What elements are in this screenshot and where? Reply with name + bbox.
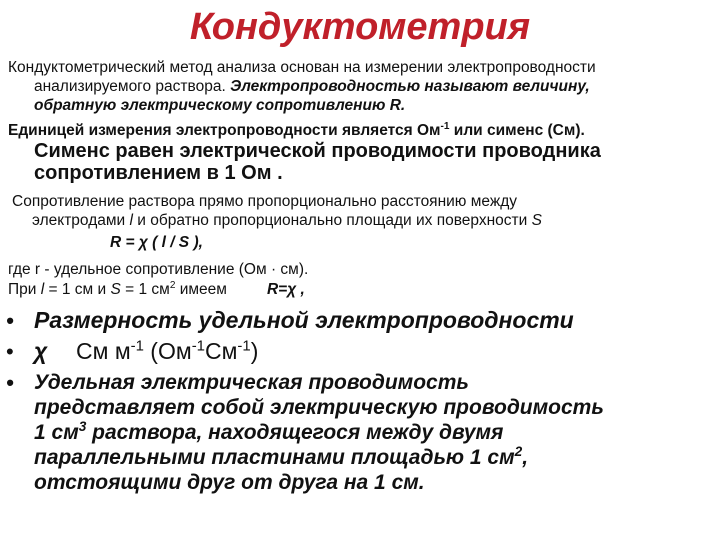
- spec-line-3a: 1 см: [34, 421, 79, 444]
- symbol-s: S: [531, 212, 542, 229]
- spec-line-5: отстоящими друг от друга на 1 см.: [34, 471, 425, 494]
- resistance-formula: R = χ ( l / S ),: [110, 234, 203, 251]
- intro-line-2-plain: анализируемого раствора.: [34, 78, 231, 95]
- condition-line: [8, 280, 716, 300]
- bullet-dimension-text: Размерность удельной электропроводности: [34, 307, 574, 333]
- siemens-definition: [34, 140, 716, 184]
- unit-exponent: -1: [440, 120, 450, 132]
- spec-exp-3: 3: [78, 419, 87, 434]
- where-block: [8, 260, 716, 300]
- intro-line-2: [8, 77, 716, 96]
- unit-suffix: или сименс (См).: [449, 122, 585, 139]
- units-d: ): [250, 338, 259, 364]
- units-exp-3: -1: [237, 337, 251, 355]
- condition-exponent: 2: [169, 279, 176, 291]
- intro-paragraph: [8, 58, 716, 115]
- spec-line-3b: раствора, находящегося между двумя: [86, 421, 504, 444]
- where-line: где r - удельное сопротивление (Ом · см).: [8, 261, 309, 278]
- condition-d: имеем: [175, 281, 227, 298]
- condition-b: = 1 см и: [44, 281, 111, 298]
- condition-c: = 1 см: [120, 281, 170, 298]
- spec-line-4a: параллельными пластинами площадью 1 см: [34, 446, 515, 469]
- resistance-paragraph: [12, 192, 716, 230]
- spec-line-4b: ,: [522, 446, 529, 469]
- slide-title: Кондуктометрия: [189, 6, 531, 48]
- spec-line-3: [34, 420, 712, 445]
- spec-exp-2: 2: [514, 444, 523, 459]
- condition-a: При: [8, 281, 41, 298]
- spec-line-2: представляет собой электрическую проводимость: [34, 396, 604, 419]
- units-exp-2: -1: [191, 337, 205, 355]
- bullet-dimension: [6, 306, 712, 335]
- siemens-line-2: сопротивлением в 1 Ом .: [34, 162, 283, 184]
- units-exp-1: -1: [130, 337, 144, 355]
- bullet-units: [6, 337, 712, 366]
- bullet-list: [6, 306, 712, 495]
- condition-result: R=χ ,: [266, 281, 305, 298]
- spec-line-4: [34, 445, 712, 470]
- spec-line-1: Удельная электрическая проводимость: [34, 371, 469, 394]
- bullet-dot: •: [6, 370, 14, 395]
- condition-s: S: [110, 281, 121, 298]
- resistance-line-2a: электродами: [32, 212, 130, 229]
- resistance-line-2b: и обратно пропорционально площади их поверхности: [132, 212, 532, 229]
- bullet-specific-conductivity: [6, 370, 712, 495]
- bullet-dot: •: [6, 339, 14, 364]
- symbol-l: l: [129, 212, 133, 229]
- unit-line: [8, 121, 716, 140]
- unit-prefix: Единицей измерения электропроводности является Ом: [8, 122, 441, 139]
- bullet-dot: •: [6, 308, 14, 333]
- units-b: (Ом: [143, 338, 192, 364]
- intro-definition-start: Электропроводностью называют величину,: [230, 78, 590, 95]
- siemens-line-1: Сименс равен электрической проводимости проводника: [34, 140, 601, 162]
- units-a: См м: [76, 338, 131, 364]
- units-c: См: [204, 338, 238, 364]
- resistance-line-1: Сопротивление раствора прямо пропорционально расстоянию между: [12, 193, 517, 210]
- intro-line-1: Кондуктометрический метод анализа основан на измерении электропроводности: [8, 59, 596, 76]
- condition-l: l: [40, 281, 45, 298]
- intro-definition-end: обратную электрическому сопротивлению R.: [34, 97, 406, 114]
- resistance-line-2: [12, 211, 716, 230]
- chi-symbol: χ: [34, 338, 48, 364]
